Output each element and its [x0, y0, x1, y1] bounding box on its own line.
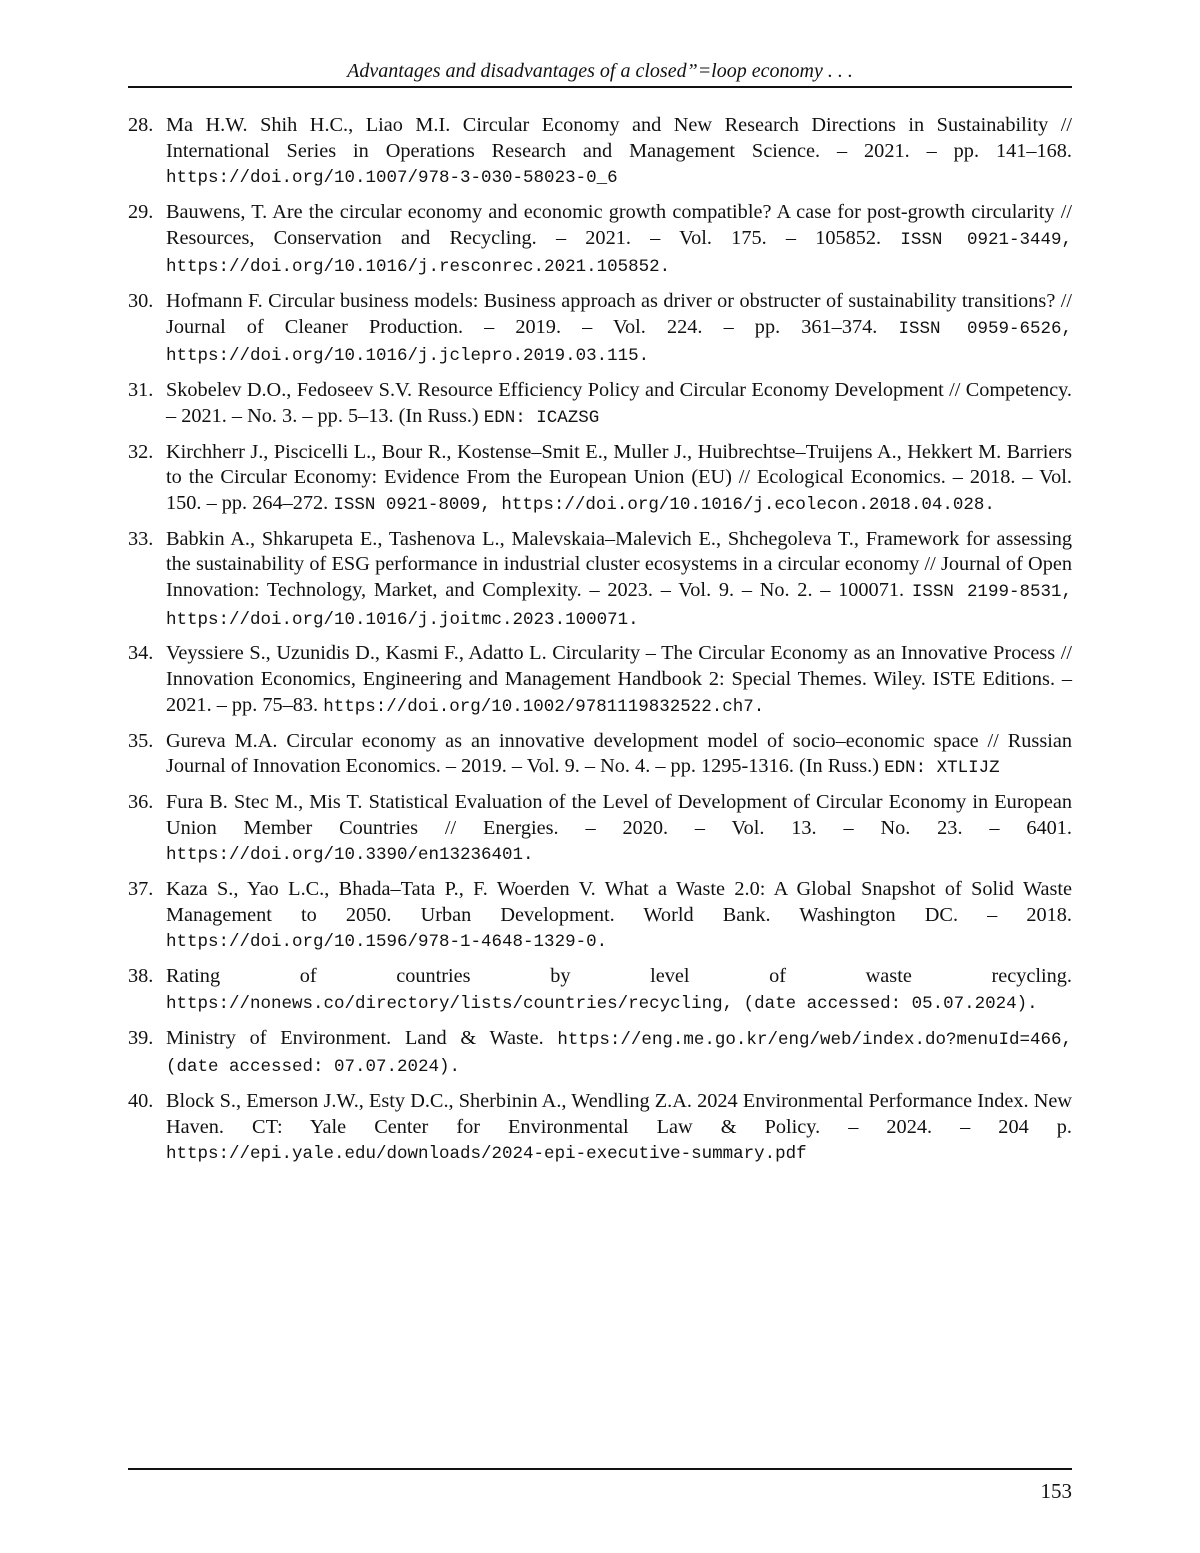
- reference-link[interactable]: https://doi.org/10.1002/9781119832522.ch7.: [323, 697, 764, 717]
- reference-number: 35.: [128, 729, 153, 755]
- reference-item: [128, 200, 1072, 281]
- reference-list: [128, 113, 1072, 1176]
- reference-number: 39.: [128, 1026, 153, 1052]
- reference-link[interactable]: EDN: XTLIJZ: [884, 758, 1000, 778]
- reference-number: 29.: [128, 200, 153, 226]
- reference-text: Kaza S., Yao L.C., Bhada–Tata P., F. Woerden V. What a Waste 2.0: A Global Snapshot of Solid Waste Management to 2050. Urban Development. World Bank. Washington DC. – 2018.: [166, 878, 1072, 926]
- reference-text: Veyssiere S., Uzunidis D., Kasmi F., Adatto L. Circularity – The Circular Economy as an Innovative Process // Innovation Economics, Engineering and Management Handbook 2: Special Themes. Wiley. ISTE Editions. – 2021. – pp. 75–83.: [166, 642, 1072, 715]
- reference-item: [128, 378, 1072, 431]
- reference-number: 38.: [128, 964, 153, 990]
- reference-link[interactable]: https://doi.org/10.1596/978-1-4648-1329-0.: [166, 932, 607, 952]
- reference-number: 30.: [128, 289, 153, 315]
- reference-text: Babkin A., Shkarupeta E., Tashenova L., Malevskaia–Malevich E., Shchegoleva T., Framework for assessing the sustainability of ESG performance in industrial cluster ecosystems in a circular economy // Journal of Open Innovation: Technology, Market, and Complexity. – 2023. – Vol. 9. – No. 2. – 100071.: [166, 528, 1072, 601]
- reference-text: Block S., Emerson J.W., Esty D.C., Sherbinin A., Wendling Z.A. 2024 Environmental Performance Index. New Haven. CT: Yale Center for Environmental Law & Policy. – 2024. – 204 p.: [166, 1090, 1072, 1138]
- footer-rule: [128, 1468, 1072, 1470]
- reference-item: [128, 964, 1072, 1017]
- reference-link[interactable]: ISSN 0921-8009, https://doi.org/10.1016/j.ecolecon.2018.04.028.: [333, 495, 995, 515]
- reference-item: [128, 440, 1072, 519]
- reference-link[interactable]: ISSN 0959-6526, https://doi.org/10.1016/j.jclepro.2019.03.115.: [166, 319, 1072, 367]
- reference-link[interactable]: https://doi.org/10.1007/978-3-030-58023-0_6: [166, 168, 618, 188]
- reference-link[interactable]: https://doi.org/10.3390/en13236401.: [166, 845, 534, 865]
- reference-item: [128, 289, 1072, 370]
- reference-text: Skobelev D.O., Fedoseev S.V. Resource Efficiency Policy and Circular Economy Development // Competency. – 2021. – No. 3. – pp. 5–13. (In Russ.): [166, 379, 1072, 427]
- reference-item: [128, 790, 1072, 869]
- reference-number: 34.: [128, 641, 153, 667]
- reference-number: 37.: [128, 877, 153, 903]
- reference-text: Rating of countries by level of waste recycling.: [166, 965, 1072, 987]
- reference-number: 33.: [128, 527, 153, 553]
- reference-item: [128, 1089, 1072, 1168]
- reference-text: Gureva M.A. Circular economy as an innovative development model of socio–economic space // Russian Journal of Innovation Economics. – 2019. – Vol. 9. – No. 4. – pp. 1295-1316. (In Russ.): [166, 730, 1072, 778]
- reference-link[interactable]: ISSN 2199-8531, https://doi.org/10.1016/j.joitmc.2023.100071.: [166, 582, 1072, 630]
- reference-link[interactable]: https://epi.yale.edu/downloads/2024-epi-executive-summary.pdf: [166, 1144, 807, 1164]
- reference-item: [128, 877, 1072, 956]
- reference-number: 31.: [128, 378, 153, 404]
- reference-number: 40.: [128, 1089, 153, 1115]
- reference-number: 32.: [128, 440, 153, 466]
- reference-text: Fura B. Stec M., Mis T. Statistical Evaluation of the Level of Development of Circular Economy in European Union Member Countries // Energies. – 2020. – Vol. 13. – No. 23. – 6401.: [166, 791, 1072, 839]
- reference-link[interactable]: EDN: ICAZSG: [484, 408, 600, 428]
- reference-text: Kirchherr J., Piscicelli L., Bour R., Kostense–Smit E., Muller J., Huibrechtse–Truijens A., Hekkert M. Barriers to the Circular Economy: Evidence From the European Union (EU) // Ecological Economics. – 2018. – Vol. 150. – pp. 264–272.: [166, 441, 1072, 514]
- reference-item: [128, 729, 1072, 782]
- reference-number: 36.: [128, 790, 153, 816]
- reference-link[interactable]: ISSN 0921-3449, https://doi.org/10.1016/j.resconrec.2021.105852.: [166, 230, 1072, 278]
- reference-text: Ma H.W. Shih H.C., Liao M.I. Circular Economy and New Research Directions in Sustainability // International Series in Operations Research and Management Science. – 2021. – pp. 141–168.: [166, 114, 1072, 162]
- reference-number: 28.: [128, 113, 153, 139]
- running-header: Advantages and disadvantages of a closed”=loop economy . . .: [128, 60, 1072, 83]
- page-number: 153: [1041, 1479, 1073, 1504]
- reference-text: Bauwens, T. Are the circular economy and economic growth compatible? A case for post-growth circularity // Resources, Conservation and Recycling. – 2021. – Vol. 175. – 105852.: [166, 201, 1072, 249]
- reference-text: Hofmann F. Circular business models: Business approach as driver or obstructer of sustainability transitions? // Journal of Cleaner Production. – 2019. – Vol. 224. – pp. 361–374.: [166, 290, 1072, 338]
- reference-link[interactable]: https://nonews.co/directory/lists/countries/recycling, (date accessed: 05.07.2024).: [166, 994, 1038, 1014]
- reference-text: Ministry of Environment. Land & Waste.: [166, 1027, 544, 1049]
- reference-item: [128, 641, 1072, 720]
- reference-item: [128, 527, 1072, 633]
- reference-item: [128, 113, 1072, 192]
- header-rule: [128, 86, 1072, 88]
- reference-item: [128, 1026, 1072, 1081]
- reference-link[interactable]: https://eng.me.go.kr/eng/web/index.do?menuId=466, (date accessed: 07.07.2024).: [166, 1030, 1072, 1078]
